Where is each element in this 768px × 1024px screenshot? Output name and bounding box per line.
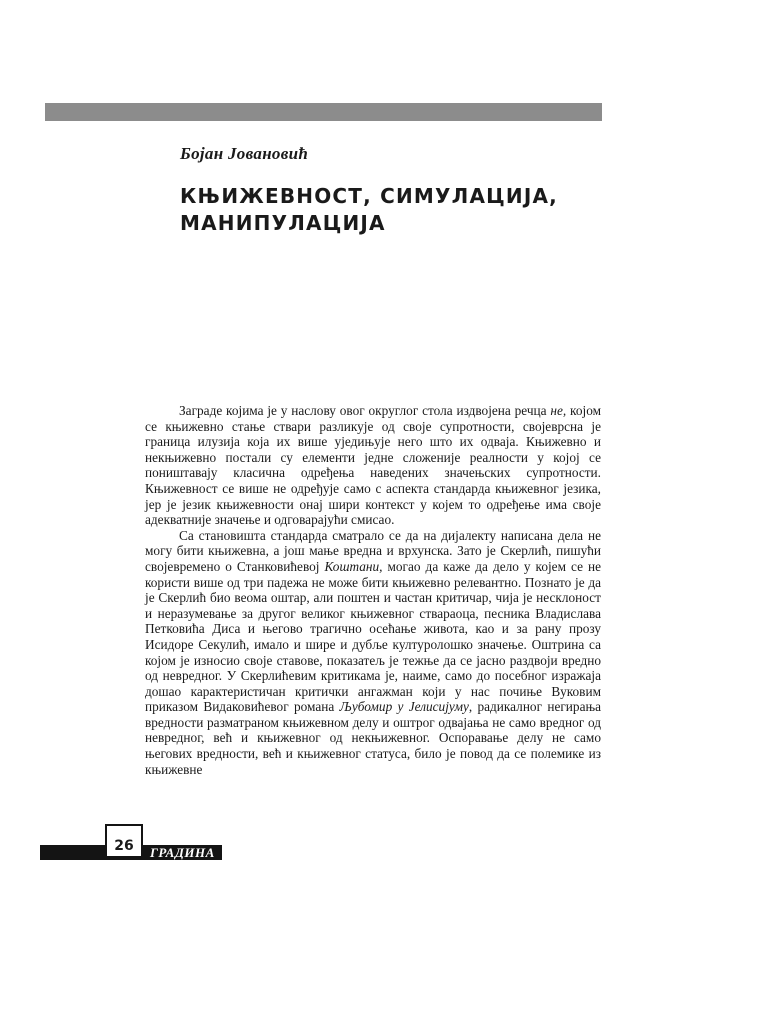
- text-segment: , радикалног негирања вредности разматраном књижевном делу и оштрог одвајања не само вредног од невредног, већ и књижевног од некњижевног. Оспоравање делу не само његових вредности, већ и књижевног статуса, било је повод да се полемике из књижевне: [145, 699, 601, 777]
- text-segment: Са становишта стандарда сматрало се да на дијалекту написана дела не могу бити књижевна, а још мање вредна и врхунска. Зато је Скерлић, пишући својевремено о Станковићевој: [145, 527, 601, 574]
- title-line-1: КЊИЖЕВНОСТ, СИМУЛАЦИЈА,: [180, 184, 558, 208]
- author-name: Бојан Јовановић: [180, 144, 309, 163]
- text-segment: Заграде којима је у наслову овог округлог стола издвојена речца: [179, 403, 551, 418]
- page-number: 26: [105, 824, 143, 858]
- text-segment: којом се књижевно стање ствари разликује од своје супротности, својеврсна је граница илузија која их више уједињује него што их одваја. Књижевно и некњижевно постали су елементи једне сложеније реалности у којој се поништавају класична одређења наведених значењских супротности. Књижевност се више не одређује само с аспекта стандарда књижевног језика, јер је језик књижевности онај шири контекст у којем то одређење има своје адекватније значење и одговарајући смисао.: [145, 403, 601, 528]
- header-rule: [45, 103, 602, 121]
- journal-name: ГРАДИНА: [150, 845, 215, 860]
- text-segment-italic: Коштани,: [324, 558, 383, 574]
- text-segment-italic: не,: [550, 403, 567, 418]
- article-title: [180, 183, 600, 237]
- text-segment-italic: Љубомир у Јелисијуму: [339, 699, 469, 715]
- paragraph-1: [145, 403, 601, 528]
- article-body: [145, 403, 601, 777]
- title-line-2: МАНИПУЛАЦИЈА: [180, 211, 386, 235]
- text-segment: могао да каже да дело у којем се не користи више од три падежа не може бити књижевно релевантно. Познато је да је Скерлић био веома оштар, али поштен и частан критичар, чија је несклоност и неразумевање за другог великог књижевног ствараоца, песника Владислава Петковића Диса и његово трагично осећање живота, као и за рану прозу Исидоре Секулић, имало и шире и дубље културолошко значење. Оштрина са којом је износио своје ставове, показатељ је тежње да се јасно раздвоји вредно од невредног. У Скерлићевим критикама је, наиме, само до посебног изражаја дошао карактеристичан критички ангажман који у нас почиње Вуковим приказом Видаковићевог романа: [145, 558, 601, 715]
- paragraph-2: [145, 528, 601, 778]
